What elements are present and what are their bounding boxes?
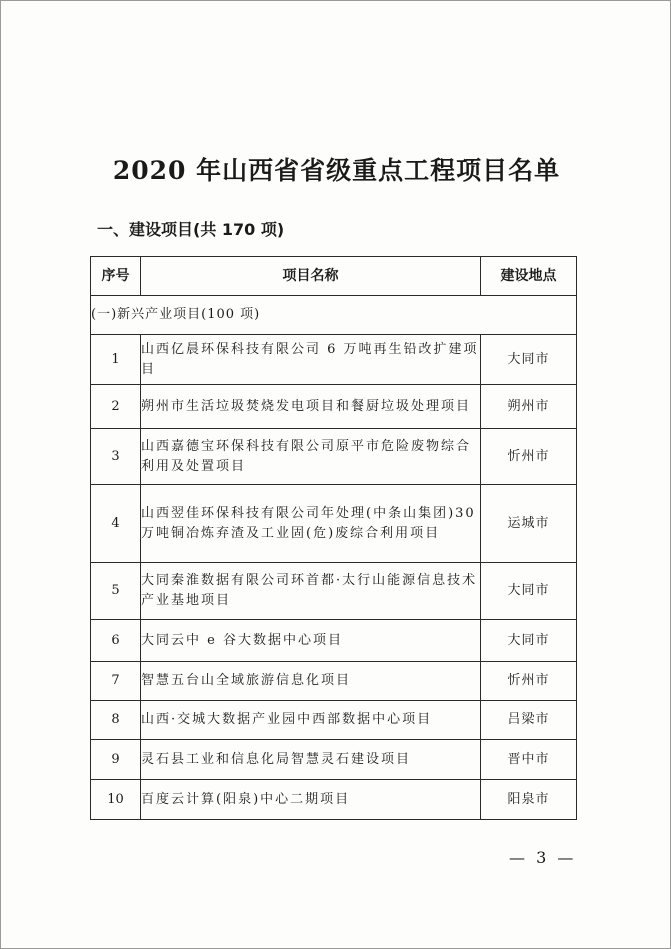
header-seq: 序号 <box>91 257 141 296</box>
table-row <box>91 485 577 563</box>
row-seq: 4 <box>91 485 141 563</box>
row-location: 吕梁市 <box>481 701 577 740</box>
table-row <box>91 701 577 740</box>
row-location: 大同市 <box>481 620 577 662</box>
row-seq: 2 <box>91 385 141 429</box>
row-seq: 8 <box>91 701 141 740</box>
table-row <box>91 385 577 429</box>
row-seq: 7 <box>91 662 141 701</box>
table-row <box>91 740 577 780</box>
header-name: 项目名称 <box>141 257 481 296</box>
page-number: — 3 — <box>509 848 577 867</box>
row-location: 忻州市 <box>481 429 577 485</box>
row-location: 晋中市 <box>481 740 577 780</box>
category-row <box>91 296 577 335</box>
row-seq: 10 <box>91 780 141 820</box>
row-seq: 6 <box>91 620 141 662</box>
row-location: 忻州市 <box>481 662 577 701</box>
row-seq: 1 <box>91 335 141 385</box>
row-seq: 9 <box>91 740 141 780</box>
section-heading: 一、建设项目(共 170 项) <box>97 220 285 239</box>
row-location: 大同市 <box>481 335 577 385</box>
row-name: 大同云中 e 谷大数据中心项目 <box>141 620 481 662</box>
row-name: 灵石县工业和信息化局智慧灵石建设项目 <box>141 740 481 780</box>
table-row <box>91 429 577 485</box>
row-name: 山西嘉德宝环保科技有限公司原平市危险废物综合利用及处置项目 <box>141 429 481 485</box>
row-seq: 3 <box>91 429 141 485</box>
category-label: (一)新兴产业项目(100 项) <box>91 296 577 335</box>
header-location: 建设地点 <box>481 257 577 296</box>
row-seq: 5 <box>91 563 141 620</box>
table-row <box>91 780 577 820</box>
row-location: 大同市 <box>481 563 577 620</box>
row-name: 山西亿晨环保科技有限公司 6 万吨再生铅改扩建项目 <box>141 335 481 385</box>
table-row <box>91 335 577 385</box>
table-row <box>91 563 577 620</box>
row-name: 大同秦淮数据有限公司环首都·太行山能源信息技术产业基地项目 <box>141 563 481 620</box>
row-name: 百度云计算(阳泉)中心二期项目 <box>141 780 481 820</box>
table-row <box>91 620 577 662</box>
row-location: 朔州市 <box>481 385 577 429</box>
row-location: 运城市 <box>481 485 577 563</box>
document-title: 2020 年山西省省级重点工程项目名单 <box>112 156 561 185</box>
row-name: 山西·交城大数据产业园中西部数据中心项目 <box>141 701 481 740</box>
project-table <box>90 256 577 820</box>
row-name: 智慧五台山全域旅游信息化项目 <box>141 662 481 701</box>
row-name: 朔州市生活垃圾焚烧发电项目和餐厨垃圾处理项目 <box>141 385 481 429</box>
row-name: 山西翌佳环保科技有限公司年处理(中条山集团)30 万吨铜冶炼弃渣及工业固(危)废综合利用项目 <box>141 485 481 563</box>
row-location: 阳泉市 <box>481 780 577 820</box>
table-header-row <box>91 257 577 296</box>
table-row <box>91 662 577 701</box>
